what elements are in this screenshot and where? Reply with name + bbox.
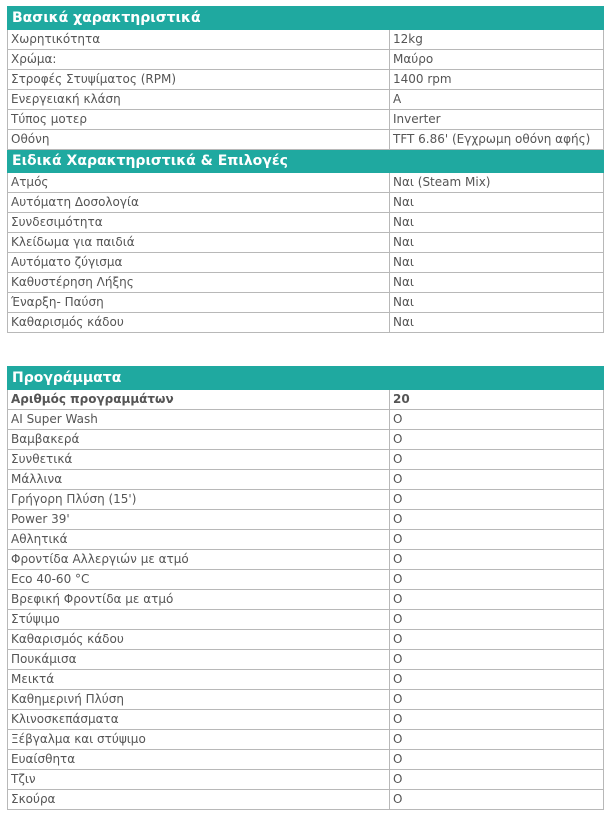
program-count-label: Αριθμός προγραμμάτων [8, 390, 390, 410]
program-row [8, 610, 604, 630]
program-row [8, 750, 604, 770]
program-value: O [390, 650, 604, 670]
program-label: Πουκάμισα [8, 650, 390, 670]
program-row [8, 510, 604, 530]
spec-row [8, 213, 604, 233]
spec-label: Ατμός [8, 173, 390, 193]
spec-value: Ναι [390, 213, 604, 233]
spec-value: Μαύρο [390, 50, 604, 70]
program-row [8, 490, 604, 510]
spec-row [8, 130, 604, 150]
program-value: O [390, 490, 604, 510]
program-row [8, 590, 604, 610]
program-row [8, 770, 604, 790]
spec-row [8, 30, 604, 50]
section-title: Βασικά χαρακτηριστικά [8, 7, 604, 30]
program-value: O [390, 530, 604, 550]
program-row [8, 630, 604, 650]
spec-value: Ναι [390, 273, 604, 293]
section-title: Ειδικά Χαρακτηριστικά & Επιλογές [8, 150, 604, 173]
program-label: Καθαρισμός κάδου [8, 630, 390, 650]
spec-row [8, 313, 604, 333]
program-value: O [390, 430, 604, 450]
program-value: O [390, 670, 604, 690]
section-title: Προγράμματα [8, 367, 604, 390]
program-label: Κλινοσκεπάσματα [8, 710, 390, 730]
program-value: O [390, 770, 604, 790]
spec-row [8, 70, 604, 90]
spec-value: Ναι [390, 253, 604, 273]
program-value: O [390, 470, 604, 490]
section-header-basic [8, 7, 604, 30]
spec-label: Ενεργειακή κλάση [8, 90, 390, 110]
program-label: Γρήγορη Πλύση (15') [8, 490, 390, 510]
program-label: Αθλητικά [8, 530, 390, 550]
spec-value: TFT 6.86' (Εγχρωμη οθόνη αφής) [390, 130, 604, 150]
program-label: AI Super Wash [8, 410, 390, 430]
program-row [8, 410, 604, 430]
program-value: O [390, 590, 604, 610]
program-row [8, 570, 604, 590]
spec-row [8, 273, 604, 293]
program-value: O [390, 630, 604, 650]
spec-label: Κλείδωμα για παιδιά [8, 233, 390, 253]
program-value: O [390, 610, 604, 630]
program-row [8, 450, 604, 470]
program-value: O [390, 510, 604, 530]
program-value: O [390, 730, 604, 750]
program-label: Ξέβγαλμα και στύψιμο [8, 730, 390, 750]
spec-label: Αυτόματη Δοσολογία [8, 193, 390, 213]
program-row [8, 710, 604, 730]
spec-row [8, 193, 604, 213]
program-label: Βρεφική Φροντίδα με ατμό [8, 590, 390, 610]
spec-row [8, 110, 604, 130]
program-value: O [390, 550, 604, 570]
program-row [8, 430, 604, 450]
program-row [8, 790, 604, 810]
program-row [8, 690, 604, 710]
spec-row [8, 50, 604, 70]
program-value: O [390, 570, 604, 590]
spec-row [8, 90, 604, 110]
program-value: O [390, 750, 604, 770]
program-label: Φροντίδα Αλλεργιών με ατμό [8, 550, 390, 570]
spec-row [8, 293, 604, 313]
features-table [7, 6, 604, 333]
section-header-special [8, 150, 604, 173]
spec-label: Τύπος μοτερ [8, 110, 390, 130]
spec-label: Οθόνη [8, 130, 390, 150]
spec-row [8, 253, 604, 273]
spec-value: 12kg [390, 30, 604, 50]
program-value: O [390, 690, 604, 710]
spec-value: Ναι [390, 293, 604, 313]
spec-value: Ναι (Steam Mix) [390, 173, 604, 193]
program-count-value: 20 [390, 390, 604, 410]
spec-label: Στροφές Στυψίματος (RPM) [8, 70, 390, 90]
program-label: Eco 40-60 °C [8, 570, 390, 590]
program-value: O [390, 710, 604, 730]
spec-value: Inverter [390, 110, 604, 130]
program-row [8, 670, 604, 690]
program-value: O [390, 410, 604, 430]
program-label: Συνθετικά [8, 450, 390, 470]
program-count-row [8, 390, 604, 410]
spec-value: Ναι [390, 193, 604, 213]
program-label: Power 39' [8, 510, 390, 530]
program-row [8, 650, 604, 670]
program-label: Μεικτά [8, 670, 390, 690]
spec-label: Έναρξη- Παύση [8, 293, 390, 313]
section-header-programs [8, 367, 604, 390]
program-row [8, 730, 604, 750]
program-label: Ευαίσθητα [8, 750, 390, 770]
spec-value: Ναι [390, 313, 604, 333]
spec-row [8, 233, 604, 253]
spec-label: Χωρητικότητα [8, 30, 390, 50]
spec-value: Ναι [390, 233, 604, 253]
program-label: Σκούρα [8, 790, 390, 810]
spec-label: Χρώμα: [8, 50, 390, 70]
spec-row [8, 173, 604, 193]
program-label: Τζιν [8, 770, 390, 790]
spec-label: Συνδεσιμότητα [8, 213, 390, 233]
programs-table [7, 366, 604, 810]
spec-value: 1400 rpm [390, 70, 604, 90]
program-label: Μάλλινα [8, 470, 390, 490]
program-row [8, 550, 604, 570]
program-label: Καθημερινή Πλύση [8, 690, 390, 710]
program-value: O [390, 450, 604, 470]
spec-label: Καθαρισμός κάδου [8, 313, 390, 333]
spec-value: A [390, 90, 604, 110]
program-label: Στύψιμο [8, 610, 390, 630]
program-row [8, 530, 604, 550]
program-row [8, 470, 604, 490]
program-label: Βαμβακερά [8, 430, 390, 450]
spec-label: Καθυστέρηση Λήξης [8, 273, 390, 293]
spec-label: Αυτόματο ζύγισμα [8, 253, 390, 273]
program-value: O [390, 790, 604, 810]
